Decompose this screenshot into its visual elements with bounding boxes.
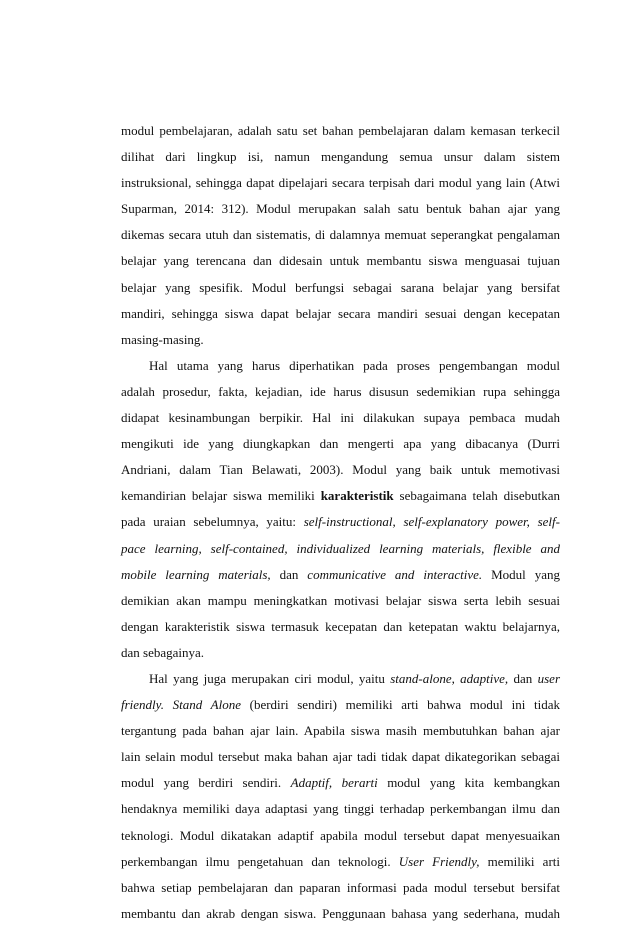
italic-term: mobile learning materials, — [121, 566, 271, 582]
text-run: Andriani, dalam Tian Belawati, 2003). Modul yang baik untuk memotivasi — [121, 462, 560, 478]
text-run: modul yang kita kembangkan — [377, 775, 560, 791]
italic-term: self-instructional, self-explanatory power, self- — [303, 514, 560, 530]
text-line — [121, 875, 560, 901]
text-line — [121, 509, 560, 535]
text-run: belajar yang spesifik. Modul berfungsi sebagai sarana belajar yang bersifat — [121, 279, 560, 295]
body-text — [121, 118, 560, 927]
text-line — [121, 588, 560, 614]
text-line — [121, 405, 560, 431]
text-line — [121, 118, 560, 144]
text-run: dan — [270, 566, 308, 582]
text-line — [121, 222, 560, 248]
text-line — [121, 614, 560, 640]
text-run: bahwa setiap pembelajaran dan paparan informasi pada modul tersebut bersifat — [121, 879, 560, 895]
italic-term: pace learning, self-contained, individualized learning materials, flexible and — [121, 540, 560, 556]
italic-term: stand-alone, adaptive, — [390, 670, 509, 686]
text-run: dengan karakteristik siswa termasuk kecepatan dan ketepatan waktu belajarnya, — [121, 618, 560, 634]
text-line — [121, 901, 560, 927]
text-run: dilihat dari lingkup isi, namun mengandung semua unsur dalam sistem — [121, 149, 560, 165]
text-line — [121, 144, 560, 170]
text-line — [121, 562, 560, 588]
text-run: Hal utama yang harus diperhatikan pada proses pengembangan modul — [149, 357, 560, 373]
text-line — [121, 196, 560, 222]
text-run: Suparman, 2014: 312). Modul merupakan salah satu bentuk bahan ajar yang — [121, 201, 560, 217]
text-run: Modul yang — [482, 566, 560, 582]
text-line — [121, 692, 560, 718]
text-line — [121, 796, 560, 822]
text-run: mandiri, sehingga siswa dapat belajar secara mandiri sesuai dengan kecepatan — [121, 305, 560, 321]
paragraph-end-line — [121, 640, 560, 666]
text-run: hendaknya memiliki daya adaptasi yang tinggi terhadap perkembangan ilmu dan — [121, 801, 560, 817]
text-run: didapat kesinambungan berpikir. Hal ini dilakukan supaya pembaca mudah — [121, 410, 560, 426]
text-line — [121, 457, 560, 483]
text-run: Hal yang juga merupakan ciri modul, yaitu — [149, 670, 391, 686]
text-line — [121, 301, 560, 327]
text-run: teknologi. Modul dikatakan adaptif apabila modul tersebut dapat menyesuaikan — [121, 827, 560, 843]
text-run: (berdiri sendiri) memiliki arti bahwa modul ini tidak — [240, 697, 560, 713]
text-line — [121, 248, 560, 274]
text-run: belajar yang terencana dan didesain untuk membantu siswa menguasai tujuan — [121, 253, 560, 269]
text-run: pada uraian sebelumnya, yaitu: — [121, 514, 304, 530]
italic-term: communicative and interactive. — [307, 566, 483, 582]
italic-term: Adaptif, berarti — [290, 775, 378, 791]
text-run: masing-masing. — [121, 331, 204, 347]
text-line — [121, 170, 560, 196]
italic-term: User Friendly, — [398, 853, 480, 869]
text-line — [121, 379, 560, 405]
paragraph-start-line — [121, 353, 560, 379]
text-run: kemandirian belajar siswa memiliki — [121, 488, 321, 504]
text-run: tergantung pada bahan ajar lain. Apabila siswa masih membutuhkan bahan ajar — [121, 723, 560, 739]
text-run: modul pembelajaran, adalah satu set bahan pembelajaran dalam kemasan terkecil — [121, 123, 560, 138]
text-run: instruksional, sehingga dapat dipelajari secara terpisah dari modul yang lain (Atwi — [121, 175, 560, 191]
text-run: mengikuti ide yang diungkapkan dan mengerti apa yang dibacanya (Durri — [121, 436, 560, 452]
text-run: memiliki arti — [479, 853, 560, 869]
text-run: dan — [508, 670, 538, 686]
text-line — [121, 849, 560, 875]
text-line — [121, 536, 560, 562]
text-line — [121, 823, 560, 849]
bold-term: karakteristik — [320, 488, 394, 504]
text-run: adalah prosedur, fakta, kejadian, ide harus disusun sedemikian rupa sehingga — [121, 383, 560, 399]
text-line — [121, 483, 560, 509]
text-run: lain selain modul tersebut maka bahan ajar tadi tidak dapat dikategorikan sebagai — [121, 749, 560, 765]
text-line — [121, 431, 560, 457]
text-run: dikemas secara utuh dan sistematis, di dalamnya memuat seperangkat pengalaman — [121, 227, 560, 243]
italic-term: user — [537, 670, 560, 686]
text-line — [121, 718, 560, 744]
text-line — [121, 770, 560, 796]
text-run: dan sebagainya. — [121, 644, 205, 660]
text-run: membantu dan akrab dengan siswa. Penggunaan bahasa yang sederhana, mudah — [121, 905, 560, 921]
italic-term: friendly. Stand Alone — [121, 697, 241, 713]
text-line — [121, 275, 560, 301]
paragraph-end-line — [121, 327, 560, 353]
text-run: sebagaimana telah disebutkan — [393, 488, 560, 504]
text-run: perkembangan ilmu pengetahuan dan teknologi. — [121, 853, 399, 869]
paragraph-start-line — [121, 666, 560, 692]
text-run: demikian akan mampu meningkatkan motivasi belajar siswa serta lebih sesuai — [121, 592, 560, 608]
text-line — [121, 744, 560, 770]
text-run: modul yang berdiri sendiri. — [121, 775, 291, 791]
